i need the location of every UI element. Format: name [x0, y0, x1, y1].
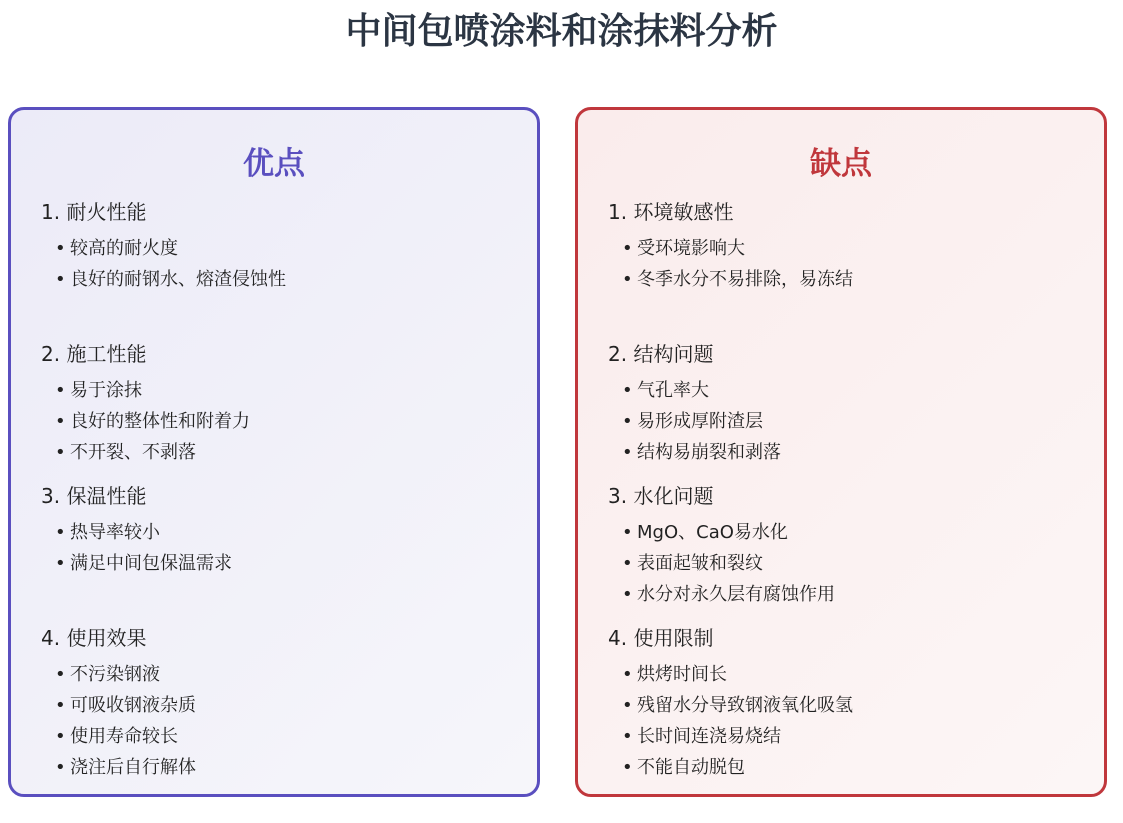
list-item-text: 烘烤时间长 — [637, 664, 727, 685]
section-list — [41, 236, 521, 298]
bullet-icon: • — [622, 584, 633, 605]
bullet-icon: • — [622, 664, 633, 685]
list-item — [608, 724, 1088, 755]
bullet-icon: • — [622, 411, 633, 432]
pros-section-3 — [41, 482, 521, 582]
list-item-text: 易于涂抹 — [70, 380, 142, 401]
cons-panel — [575, 107, 1107, 797]
list-item — [41, 378, 521, 409]
page-title: 中间包喷涂料和涂抹料分析 — [345, 11, 778, 52]
list-item-text: 残留水分导致钢液氧化吸氢 — [637, 695, 853, 716]
list-item — [608, 236, 1088, 267]
bullet-icon: • — [55, 726, 66, 747]
list-item-text: 满足中间包保温需求 — [70, 553, 232, 574]
list-item — [608, 551, 1088, 582]
list-item — [41, 409, 521, 440]
list-item — [608, 662, 1088, 693]
list-item — [41, 267, 521, 298]
list-item — [608, 378, 1088, 409]
list-item-text: 不能自动脱包 — [637, 757, 745, 778]
cons-section-4 — [608, 624, 1088, 786]
list-item-text: 结构易崩裂和剥落 — [637, 442, 781, 463]
bullet-icon: • — [55, 695, 66, 716]
bullet-icon: • — [622, 757, 633, 778]
bullet-icon: • — [622, 695, 633, 716]
section-title: 4. 使用限制 — [608, 626, 714, 650]
list-item-text: 易形成厚附渣层 — [637, 411, 763, 432]
list-item — [608, 440, 1088, 471]
bullet-icon: • — [622, 238, 633, 259]
list-item — [41, 551, 521, 582]
section-list — [41, 520, 521, 582]
bullet-icon: • — [55, 664, 66, 685]
list-item-text: 不污染钢液 — [70, 664, 160, 685]
list-item — [608, 755, 1088, 786]
section-list — [41, 378, 521, 471]
section-title: 1. 耐火性能 — [41, 200, 147, 224]
pros-panel — [8, 107, 540, 797]
pros-heading: 优点 — [243, 146, 305, 182]
list-item-text: 良好的耐钢水、熔渣侵蚀性 — [70, 269, 286, 290]
pros-section-4 — [41, 624, 521, 786]
list-item-text: 热导率较小 — [70, 522, 160, 543]
list-item — [41, 724, 521, 755]
section-title: 2. 施工性能 — [41, 342, 147, 366]
list-item — [41, 520, 521, 551]
cons-section-2 — [608, 340, 1088, 471]
list-item — [608, 582, 1088, 613]
cons-section-3 — [608, 482, 1088, 613]
list-item — [41, 755, 521, 786]
bullet-icon: • — [55, 553, 66, 574]
bullet-icon: • — [622, 726, 633, 747]
list-item-text: 较高的耐火度 — [70, 238, 178, 259]
bullet-icon: • — [55, 522, 66, 543]
list-item-text: 受环境影响大 — [637, 238, 745, 259]
section-title: 3. 保温性能 — [41, 484, 147, 508]
list-item — [41, 693, 521, 724]
list-item-text: 气孔率大 — [637, 380, 709, 401]
bullet-icon: • — [55, 238, 66, 259]
bullet-icon: • — [622, 553, 633, 574]
bullet-icon: • — [55, 269, 66, 290]
section-list — [608, 520, 1088, 613]
list-item-text: 使用寿命较长 — [70, 726, 178, 747]
list-item — [608, 409, 1088, 440]
list-item-text: 水分对永久层有腐蚀作用 — [637, 584, 835, 605]
list-item-text: 浇注后自行解体 — [70, 757, 196, 778]
list-item-text: 良好的整体性和附着力 — [70, 411, 250, 432]
list-item — [41, 440, 521, 471]
list-item — [608, 693, 1088, 724]
list-item-text: MgO、CaO易水化 — [637, 522, 788, 543]
bullet-icon: • — [55, 757, 66, 778]
section-title: 3. 水化问题 — [608, 484, 714, 508]
bullet-icon: • — [622, 442, 633, 463]
list-item-text: 冬季水分不易排除，易冻结 — [637, 269, 853, 290]
section-title: 4. 使用效果 — [41, 626, 147, 650]
pros-section-2 — [41, 340, 521, 471]
list-item — [608, 267, 1088, 298]
bullet-icon: • — [55, 380, 66, 401]
bullet-icon: • — [622, 269, 633, 290]
list-item — [608, 520, 1088, 551]
section-list — [608, 378, 1088, 471]
section-title: 1. 环境敏感性 — [608, 200, 734, 224]
list-item-text: 可吸收钢液杂质 — [70, 695, 196, 716]
list-item-text: 不开裂、不剥落 — [70, 442, 196, 463]
list-item-text: 长时间连浇易烧结 — [637, 726, 781, 747]
section-list — [41, 662, 521, 786]
cons-section-1 — [608, 198, 1088, 298]
section-list — [608, 662, 1088, 786]
section-title: 2. 结构问题 — [608, 342, 714, 366]
list-item-text: 表面起皱和裂纹 — [637, 553, 763, 574]
list-item — [41, 662, 521, 693]
bullet-icon: • — [55, 411, 66, 432]
bullet-icon: • — [55, 442, 66, 463]
bullet-icon: • — [622, 522, 633, 543]
cons-heading: 缺点 — [810, 146, 872, 182]
section-list — [608, 236, 1088, 298]
list-item — [41, 236, 521, 267]
pros-section-1 — [41, 198, 521, 298]
bullet-icon: • — [622, 380, 633, 401]
